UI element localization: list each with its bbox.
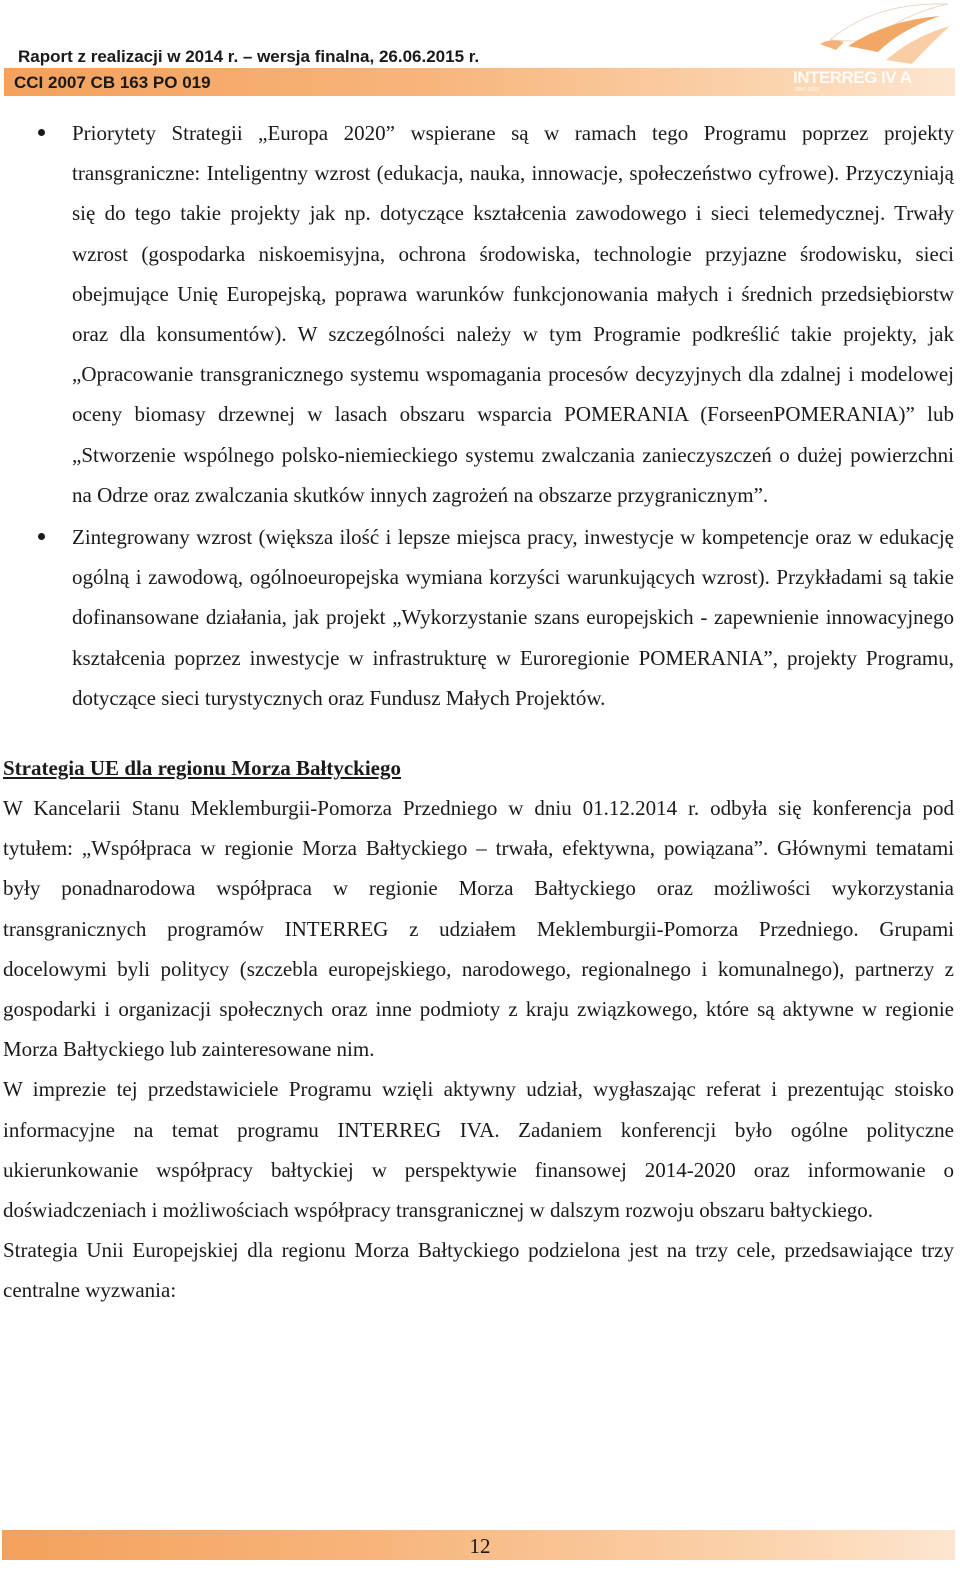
page-number: 12 — [469, 1534, 491, 1558]
paragraph: W imprezie tej przedstawiciele Programu wzięli aktywny udział, wygłaszając referat i prezentując stoisko informacyjne na temat programu INTERREG IVA. Zadaniem konferencji było ogólne polityczne ukierunkowanie współpracy bałtyckiej w perspektywie finansowej 2014-2020 oraz informowanie o doświadczeniach i możliwościach współpracy transgranicznej w dalszym rozwoju obszaru bałtyckiego. — [3, 1077, 954, 1223]
programme-code: CCI 2007 CB 163 PO 019 — [14, 73, 211, 92]
priority-list — [0, 113, 960, 718]
section-heading: Strategia UE dla regionu Morza Bałtyckiego — [3, 756, 401, 781]
list-item: Priorytety Strategii „Europa 2020” wspierane są w ramach tego Programu poprzez projekty transgraniczne: Inteligentny wzrost (edukacja, nauka, innowacje, społeczeństwo cyfrowe). Przyczyniają się do tego takie projekty jak np. dotyczące kształcenia zawodowego i sieci telemedycznej. Trwały wzrost (gospodarka niskoemisyjna, ochrona środowiska, technologie przyjazne środowisku, sieci obejmujące Unię Europejską, poprawa warunków funkcjonowania małych i średnich przedsiębiorstw oraz dla konsumentów). W szczególności należy w tym Programie podkreślić takie projekty, jak „Opracowanie transgranicznego systemu wspomagania procesów decyzyjnych dla zdalnej i modelowej oceny biomasy drzewnej w lasach obszaru wsparcia POMERANIA (ForseenPOMERANIA)” lub „Stworzenie wspólnego polsko-niemieckiego systemu zwalczania zanieczyszczeń o dużej powierzchni na Odrze oraz zwalczania skutków innych zagrożeń na obszarze przygranicznym”. — [72, 113, 954, 515]
paragraph: Strategia Unii Europejskiej dla regionu Morza Bałtyckiego podzielona jest na trzy cele, przedsawiające trzy centralne wyzwania: — [3, 1238, 954, 1303]
page-header — [0, 0, 960, 100]
list-item: Zintegrowany wzrost (większa ilość i lepsze miejsca pracy, inwestycje w kompetencje oraz w edukację ogólną i zawodową, ogólnoeuropejska wymiana korzyści warunkujących wzrost). Przykładami są takie dofinansowane działania, jak projekt „Wykorzystanie szans europejskich - zapewnienie innowacyjnego kształcenia poprzez inwestycje w infrastrukturę w Euroregionie POMERANIA”, projekty Programu, dotyczące sieci turystycznych oraz Fundusz Małych Projektów. — [72, 517, 954, 718]
paragraph: W Kancelarii Stanu Meklemburgii-Pomorza Przedniego w dniu 01.12.2014 r. odbyła się konferencja pod tytułem: „Współpraca w regionie Morza Bałtyckiego – trwała, efektywna, powiązana”. Głównymi tematami były ponadnarodowa współpraca w regionie Morza Bałtyckiego oraz możliwości wykorzystania transgranicznych programów INTERREG z udziałem Meklemburgii-Pomorza Przedniego. Grupami docelowymi byli politycy (szczebla europejskiego, narodowego, regionalnego i komunalnego), partnerzy z gospodarki i organizacji społecznych oraz inne podmioty z kraju związkowego, które są aktywne w regionie Morza Bałtyckiego lub zainteresowane nim. — [3, 796, 954, 1062]
logo-years: 2007-2013 — [795, 87, 819, 93]
logo-wordmark: INTERREG IV A — [793, 68, 912, 87]
report-title: Raport z realizacji w 2014 r. – wersja finalna, 26.06.2015 r. — [18, 47, 480, 66]
page-content — [0, 113, 960, 1311]
